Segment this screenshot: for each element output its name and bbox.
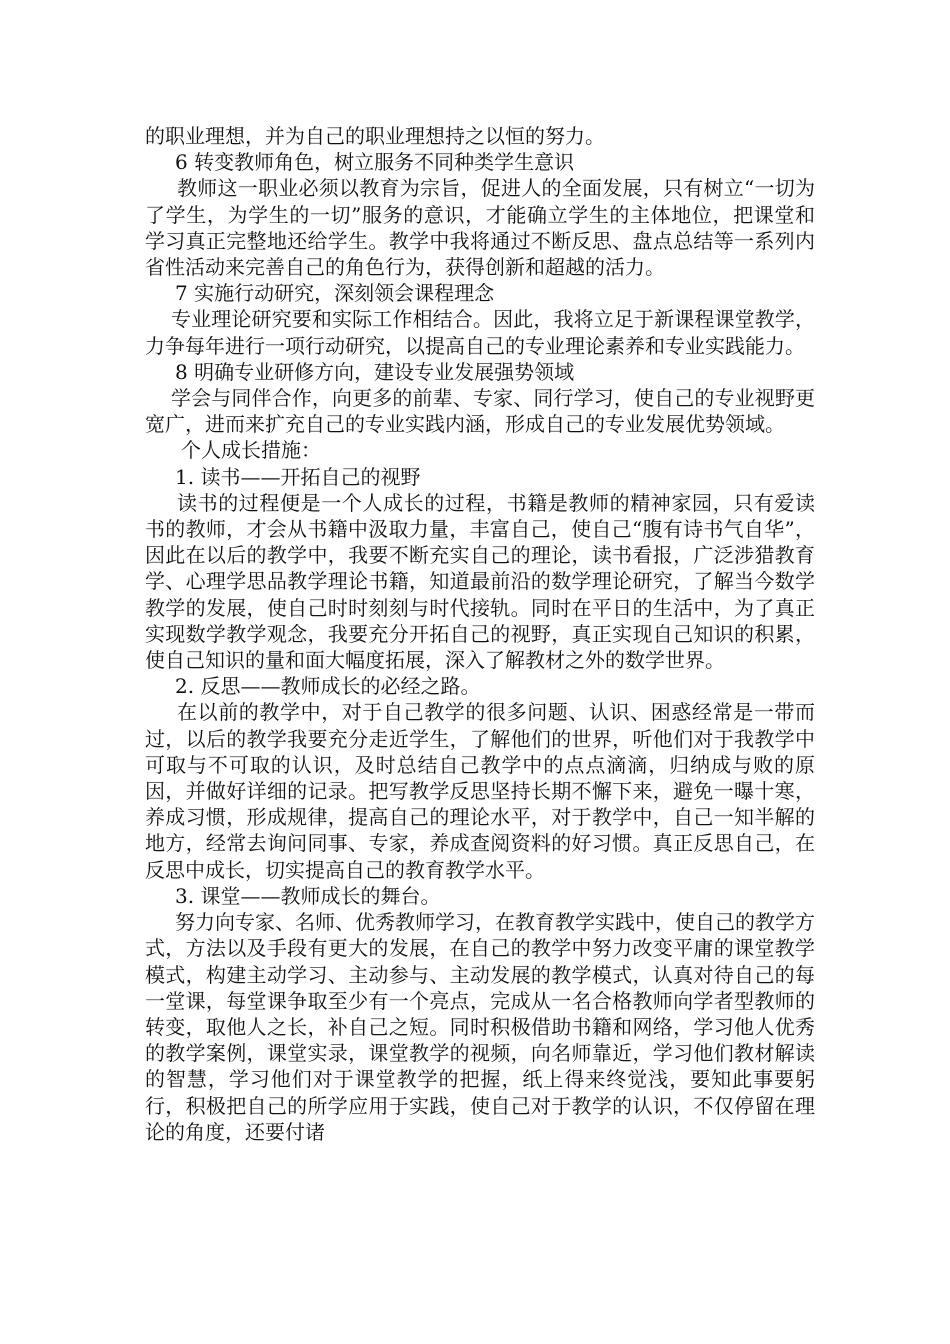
subheading-reflection: 2. 反思——教师成长的必经之路。	[175, 674, 481, 699]
document-body	[145, 123, 815, 1145]
section-heading-6: 6 转变教师角色，树立服务不同种类学生意识	[175, 150, 575, 175]
paragraph-peer-cooperation: 学会与同伴合作，向更多的前辈、专家、同行学习，使自己的专业视野更宽广，进而来扩充自己的专业实践内涵，形成自己的专业发展优势领域。	[145, 386, 815, 437]
section-heading-growth-measures: 个人成长措施：	[181, 438, 321, 463]
section-heading-7: 7 实施行动研究，深刻领会课程理念	[175, 281, 495, 306]
subheading-reading: 1. 读书——开拓自己的视野	[175, 464, 421, 489]
section-heading-8: 8 明确专业研修方向，建设专业发展强势领域	[175, 359, 575, 384]
paragraph-continuation: 的职业理想，并为自己的职业理想持之以恒的努力。	[145, 124, 605, 148]
paragraph-classroom: 努力向专家、名师、优秀教师学习，在教育教学实践中，使自己的教学方式，方法以及手段有更大的发展，在自己的教学中努力改变平庸的课堂教学模式，构建主动学习、主动参与、主动发展的教学模式，认真对待自己的每一堂课，每堂课争取至少有一个亮点，完成从一名合格教师向学者型教师的转变，取他人之长，补自己之短。同时积极借助书籍和网络，学习他人优秀的教学案例，课堂实录，课堂教学的视频，向名师靠近，学习他们教材解读的智慧，学习他们对于课堂教学的把握，纸上得来终觉浅，要知此事要躬行，积极把自己的所学应用于实践，使自己对于教学的认识，不仅停留在理论的角度，还要付诸	[145, 910, 815, 1144]
paragraph-teacher-role: 教师这一职业必须以教育为宗旨，促进人的全面发展，只有树立“一切为了学生，为学生的一切”服务的意识，才能确立学生的主体地位，把课堂和学习真正完整地还给学生。教学中我将通过不断反思、盘点总结等一系列内省性活动来完善自己的角色行为，获得创新和超越的活力。	[145, 176, 815, 280]
paragraph-reflection: 在以前的教学中，对于自己教学的很多问题、认识、困惑经常是一带而过，以后的教学我要充分走近学生，了解他们的世界，听他们对于我教学中可取与不可取的认识，及时总结自己教学中的点点滴滴，归纳成与败的原因，并做好详细的记录。把写教学反思坚持长期不懈下来，避免一曝十寒，养成习惯，形成规律，提高自己的理论水平，对于教学中，自己一知半解的地方，经常去询问同事、专家，养成查阅资料的好习惯。真正反思自己，在反思中成长，切实提高自己的教育教学水平。	[145, 700, 815, 882]
paragraph-action-research: 专业理论研究要和实际工作相结合。因此，我将立足于新课程课堂教学，力争每年进行一项行动研究，以提高自己的专业理论素养和专业实践能力。	[145, 307, 815, 358]
subheading-classroom: 3. 课堂——教师成长的舞台。	[175, 883, 441, 908]
paragraph-reading: 读书的过程便是一个人成长的过程，书籍是教师的精神家园，只有爱读书的教师，才会从书籍中汲取力量，丰富自己，使自己“腹有诗书气自华”，因此在以后的教学中，我要不断充实自己的理论，读书看报，广泛涉猎教育学、心理学思品教学理论书籍，知道最前沿的数学理论研究，了解当今数学教学的发展，使自己时时刻刻与时代接轨。同时在平日的生活中，为了真正实现数学教学观念，我要充分开拓自己的视野，真正实现自己知识的积累，使自己知识的量和面大幅度拓展，深入了解教材之外的数学世界。	[145, 490, 815, 673]
